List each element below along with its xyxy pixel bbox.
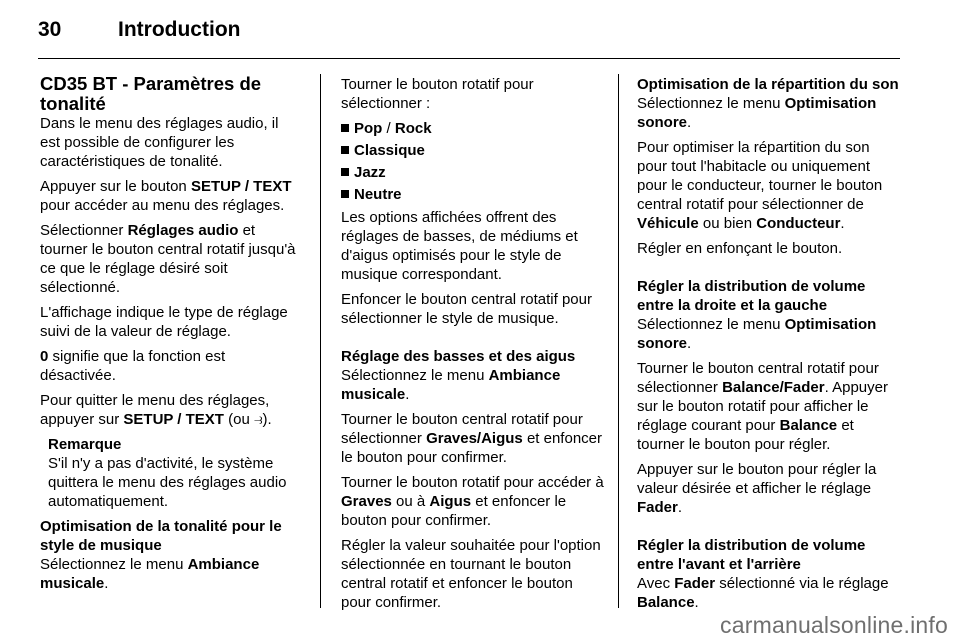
column-3	[637, 75, 903, 618]
paragraph: Tourner le bouton central rotatif pour sélectionner Graves/Aigus et enfoncer le bouton pour confirmer.	[341, 411, 602, 466]
list-item: Pop / Rock	[341, 119, 605, 138]
note-title: Remarque	[48, 436, 122, 453]
paragraph: Sélectionnez le menu Optimisation sonore.	[637, 316, 877, 352]
note-block	[40, 435, 302, 511]
paragraph: Tourner le bouton central rotatif pour sélectionner Balance/Fader. Appuyer sur le bouton rotatif pour afficher le réglage courant pour Balance et tourner le bouton pour régler.	[637, 360, 888, 453]
paragraph: L'affichage indique le type de réglage suivi de la valeur de réglage.	[40, 304, 288, 340]
keyword: Optimisation sonore	[637, 316, 877, 352]
page-number: 30	[38, 18, 62, 41]
paragraph: Dans le menu des réglages audio, il est possible de configurer les caractéristiques de tonalité.	[40, 115, 279, 170]
keyword: Optimisation sonore	[637, 95, 877, 131]
keyword: Balance	[637, 594, 695, 611]
keyword: Balance/Fader	[722, 379, 825, 396]
list-item: Jazz	[341, 163, 605, 182]
column-divider-1	[320, 74, 321, 608]
keyword: Balance	[779, 417, 838, 434]
column-1	[40, 74, 302, 599]
keyword: Graves	[341, 493, 392, 510]
list-item: Neutre	[341, 185, 605, 204]
paragraph: Pour optimiser la répartition du son pour tout l'habitacle ou uniquement pour le conducteur, tourner le bouton central rotatif pour sélectionner de Véhicule ou bien Conducteur.	[637, 139, 883, 232]
paragraph: Sélectionnez le menu Optimisation sonore.	[637, 95, 877, 131]
keyword: SETUP / TEXT	[123, 411, 224, 428]
keyword: 0	[40, 348, 49, 365]
sub-heading: Optimisation de la répartition du son	[637, 76, 899, 93]
paragraph: Appuyer sur le bouton pour régler la valeur désirée et afficher le réglage Fader.	[637, 461, 877, 516]
keyword: SETUP / TEXT	[190, 178, 292, 195]
keyword: Fader	[674, 575, 716, 592]
column-divider-2	[618, 74, 619, 608]
page-header	[0, 18, 960, 48]
sub-heading: Optimisation de la tonalité pour le style de musique	[40, 518, 282, 554]
page-title: Introduction	[118, 18, 241, 41]
paragraph: Enfoncer le bouton central rotatif pour sélectionner le style de musique.	[341, 291, 592, 327]
note-text: S'il n'y a pas d'activité, le système quittera le menu des réglages audio automatiquement.	[48, 455, 287, 510]
paragraph: Sélectionner Réglages audio et tourner le bouton central rotatif jusqu'à ce que le réglage désiré soit sélectionné.	[40, 222, 296, 296]
bullet-icon	[341, 124, 349, 132]
paragraph: Régler en enfonçant le bouton.	[637, 240, 843, 257]
keyword: Réglages audio	[127, 222, 239, 239]
keyword: Ambiance musicale	[341, 367, 561, 403]
paragraph: Appuyer sur le bouton SETUP / TEXT pour accéder au menu des réglages.	[40, 178, 292, 214]
paragraph: Sélectionnez le menu Ambiance musicale.	[341, 367, 561, 403]
paragraph: Pour quitter le menu des réglages, appuyer sur SETUP / TEXT (ou ⥽).	[40, 392, 272, 428]
paragraph: Avec Fader sélectionné via le réglage Balance.	[637, 575, 889, 611]
paragraph: Les options affichées offrent des réglages de basses, de médiums et d'aigus optimisés pour le style de musique correspondant.	[341, 209, 578, 283]
back-arrow-icon: ⥽	[253, 411, 263, 428]
list-item: Classique	[341, 141, 605, 160]
option-list	[341, 119, 605, 204]
keyword: Véhicule	[637, 215, 699, 232]
section-heading: CD35 BT - Paramètres de tonalité	[40, 73, 262, 114]
sub-heading: Réglage des basses et des aigus	[341, 348, 576, 365]
header-rule	[38, 58, 900, 59]
sub-heading: Régler la distribution de volume entre l'avant et l'arrière	[637, 537, 866, 573]
keyword: Ambiance musicale	[40, 556, 260, 592]
bullet-icon	[341, 190, 349, 198]
paragraph: Sélectionnez le menu Ambiance musicale.	[40, 556, 260, 592]
keyword: Fader	[637, 499, 678, 516]
watermark: carmanualsonline.info	[720, 612, 948, 638]
sub-heading: Régler la distribution de volume entre la droite et la gauche	[637, 278, 866, 314]
keyword: Conducteur	[756, 215, 841, 232]
column-2	[341, 75, 605, 618]
paragraph: Tourner le bouton rotatif pour accéder à Graves ou à Aigus et enfoncer le bouton pour confirmer.	[341, 474, 604, 529]
keyword: Aigus	[429, 493, 472, 510]
keyword: Graves/Aigus	[426, 430, 523, 447]
paragraph: Tourner le bouton rotatif pour sélectionner :	[341, 76, 534, 112]
bullet-icon	[341, 168, 349, 176]
paragraph: Régler la valeur souhaitée pour l'option sélectionnée en tournant le bouton central rotatif et enfoncer le bouton pour confirmer.	[341, 537, 601, 611]
paragraph: 0 signifie que la fonction est désactivée.	[40, 348, 226, 384]
bullet-icon	[341, 146, 349, 154]
